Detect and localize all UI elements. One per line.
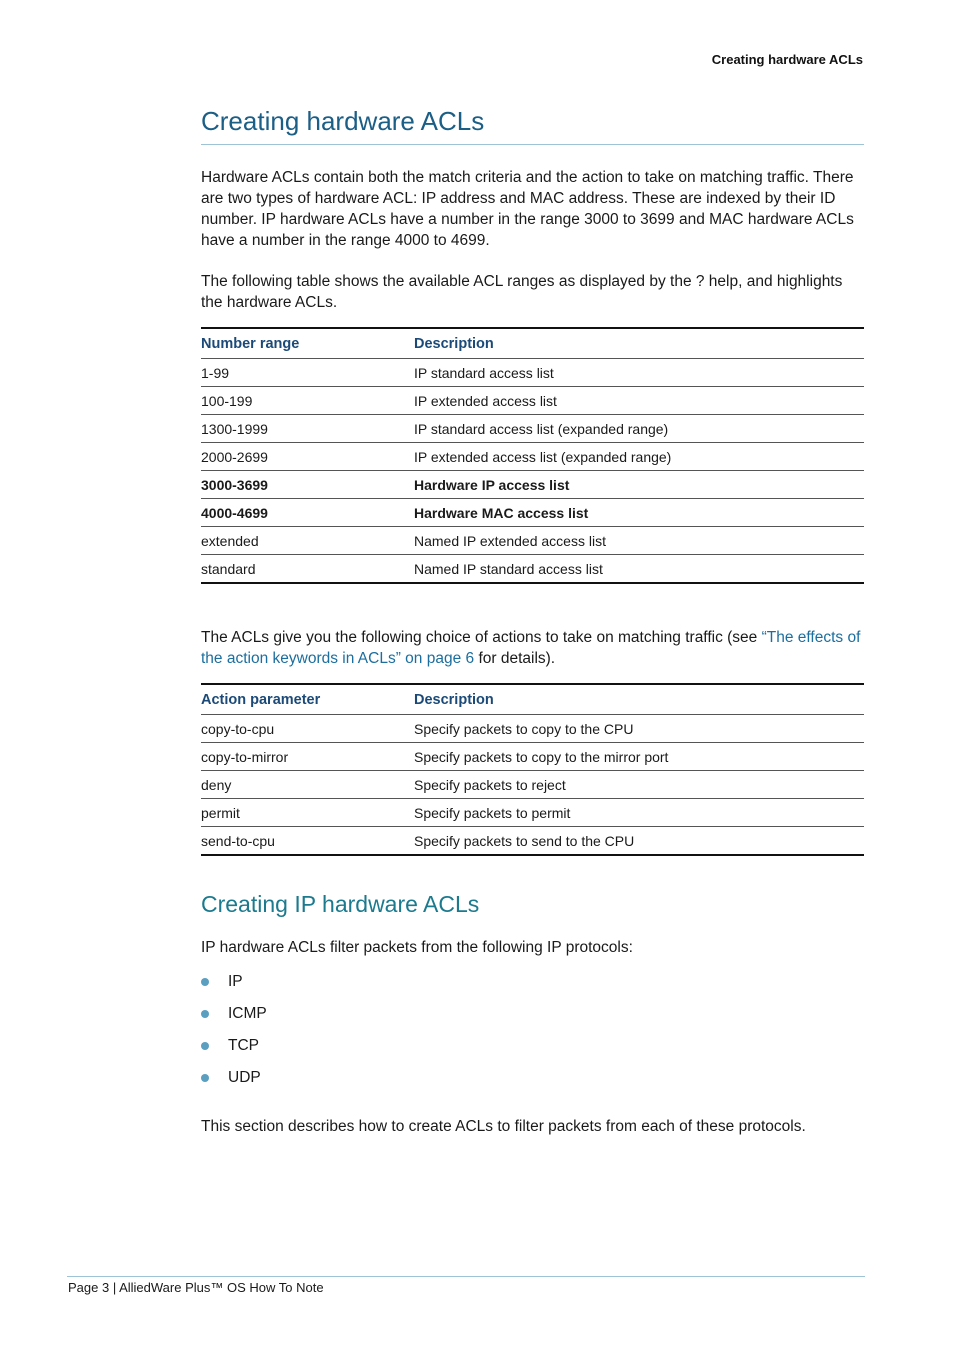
range-cell: extended [201, 527, 414, 555]
range-cell: 1-99 [201, 359, 414, 387]
table-header-row [201, 684, 864, 715]
table-header-row [201, 328, 864, 359]
section-subheading: Creating IP hardware ACLs [201, 891, 480, 917]
table-row [201, 443, 864, 471]
description-cell: IP extended access list (expanded range) [414, 443, 864, 471]
table-row [201, 555, 864, 584]
bullet-icon [201, 1074, 209, 1082]
table-row [201, 715, 864, 743]
range-cell: 2000-2699 [201, 443, 414, 471]
description-cell: Specify packets to copy to the CPU [414, 715, 864, 743]
table-row-highlighted [201, 471, 864, 499]
range-cell: 4000-4699 [201, 499, 414, 527]
protocol-list [201, 966, 864, 1094]
param-cell: send-to-cpu [201, 827, 414, 856]
description-cell: Named IP standard access list [414, 555, 864, 584]
bullet-icon [201, 978, 209, 986]
closing-paragraph: This section describes how to create ACLs to filter packets from each of these protocols. [201, 1118, 806, 1135]
range-cell: standard [201, 555, 414, 584]
param-cell: deny [201, 771, 414, 799]
footer-divider [67, 1276, 865, 1277]
table-row [201, 799, 864, 827]
description-cell: Named IP extended access list [414, 527, 864, 555]
column-header: Action parameter [201, 684, 414, 715]
table-row [201, 771, 864, 799]
table-row-highlighted [201, 499, 864, 527]
description-cell: Hardware IP access list [414, 471, 864, 499]
list-item [201, 1030, 864, 1062]
param-cell: permit [201, 799, 414, 827]
actions-intro-paragraph [201, 627, 864, 669]
table-row [201, 827, 864, 856]
protocol-label: TCP [228, 1037, 259, 1054]
bullet-icon [201, 1042, 209, 1050]
page-content [201, 104, 864, 1137]
table-row [201, 527, 864, 555]
range-cell: 1300-1999 [201, 415, 414, 443]
acl-ranges-table [201, 327, 864, 584]
column-header: Description [414, 328, 864, 359]
cross-reference-link[interactable]: “The effects of the action keywords in ACLs” on page 6 [201, 629, 861, 667]
protocol-label: UDP [228, 1069, 261, 1086]
column-header: Description [414, 684, 864, 715]
list-item [201, 1062, 864, 1094]
page-title: Creating hardware ACLs [201, 104, 864, 145]
protocol-label: ICMP [228, 1005, 267, 1022]
bullet-icon [201, 1010, 209, 1018]
description-cell: IP extended access list [414, 387, 864, 415]
column-header: Number range [201, 328, 414, 359]
table-row [201, 415, 864, 443]
description-cell: IP standard access list (expanded range) [414, 415, 864, 443]
description-cell: Hardware MAC access list [414, 499, 864, 527]
description-cell: Specify packets to permit [414, 799, 864, 827]
actions-intro-text: The ACLs give you the following choice of actions to take on matching traffic (see [201, 629, 762, 646]
description-cell: Specify packets to copy to the mirror port [414, 743, 864, 771]
actions-intro-text: for details). [474, 650, 556, 667]
range-cell: 100-199 [201, 387, 414, 415]
table-row [201, 359, 864, 387]
list-item [201, 998, 864, 1030]
description-cell: Specify packets to reject [414, 771, 864, 799]
table-row [201, 743, 864, 771]
protocols-intro-paragraph: IP hardware ACLs filter packets from the following IP protocols: [201, 939, 633, 956]
page-footer: Page 3 | AlliedWare Plus™ OS How To Note [68, 1280, 324, 1295]
intro-paragraph: Hardware ACLs contain both the match criteria and the action to take on matching traffic. There are two types of hardware ACL: IP address and MAC address. These are indexed by their ID number. IP hardware ACLs have a number in the range 3000 to 3699 and MAC hardware ACLs have a number in the range 4000 to 4699. [201, 169, 854, 249]
table-intro-paragraph: The following table shows the available ACL ranges as displayed by the ? help, and highlights the hardware ACLs. [201, 273, 843, 311]
table-row [201, 387, 864, 415]
range-cell: 3000-3699 [201, 471, 414, 499]
param-cell: copy-to-cpu [201, 715, 414, 743]
description-cell: IP standard access list [414, 359, 864, 387]
action-parameters-table [201, 683, 864, 856]
protocol-label: IP [228, 973, 243, 990]
running-head: Creating hardware ACLs [711, 52, 863, 67]
description-cell: Specify packets to send to the CPU [414, 827, 864, 856]
list-item [201, 966, 864, 998]
param-cell: copy-to-mirror [201, 743, 414, 771]
